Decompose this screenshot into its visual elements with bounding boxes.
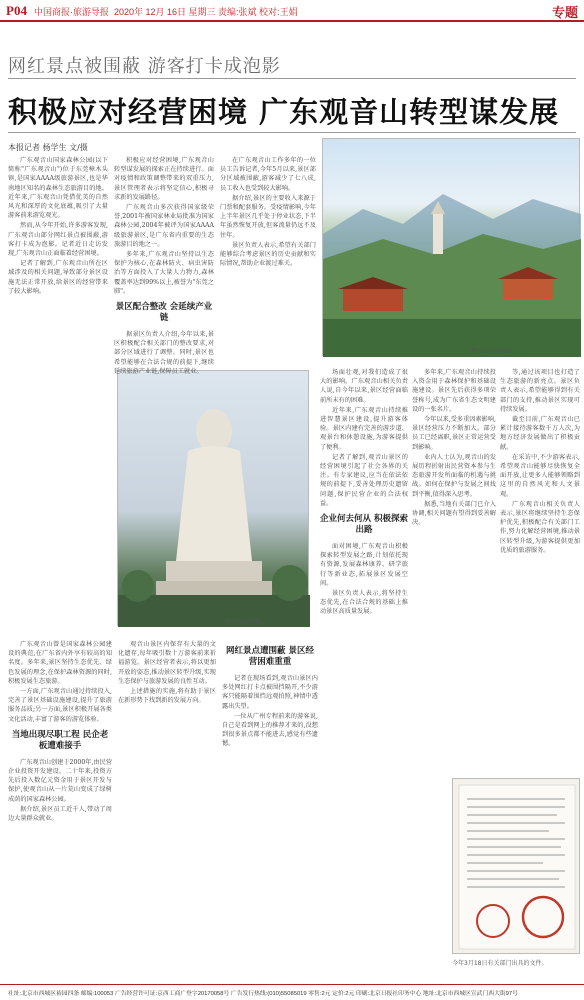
landscape-photo [322,138,580,356]
article-column-2 [114,156,214,375]
masthead-meta [34,5,298,18]
paragraph: 多年来,广东观音山坚持以生态保护为核心,在森林防火、病虫害防治等方面投入了大量人力物力,森林覆盖率达到99%以上,被誉为"东莞之肺"。 [114,251,214,295]
page-footer: 社址:北京市西城区裕园四条 邮编:100053 广告经营许可证:京西工商广登字20170058号 广告发行热线:(010)55085019 零售:2元 定价:2元 印刷:北京日报社印务中心 地址:北京市西城区宣武门西大街97号 [0,984,584,1000]
paragraph: 积极应对经营困境,广东观音山转型谋发展的探索正在持续进行。面对疫情和政策调整带来的双重压力,景区管理者表示将坚定信心,积极寻求新的发展路径。 [114,157,214,201]
paragraph: 记者了解到,广东观音山所在区域涉及的相关问题,导致部分景区设施无法正常开放,给景区的经营带来了较大影响。 [8,260,108,295]
paragraph: 上述措施的实施,将有助于景区在新形势下找到新的发展方向。 [118,688,216,705]
statue-photo-caption: 观音山观音像。 [225,619,268,626]
paragraph: 景区负责人表示,将坚持生态优先,在合法合规的基础上推动景区高质量发展。 [320,590,408,616]
article-column-2-lower [118,640,216,980]
paragraph: 多年来,广东观音山持续投入资金用于森林保护和基础设施建设。景区先后获得多项荣誉称号,成为广东省生态文明建设的一张名片。 [412,369,496,413]
article-column-4 [320,368,408,980]
article-kicker: 网红景点被围蔽 游客打卡成泡影 [8,56,281,77]
article-column-5 [412,368,496,980]
paragraph: 一方面,广东观音山通过持续投入,完善了景区基础设施建设,提升了旅游服务品质;另一方面,景区积极开展各类文化活动,丰富了游客的游览体验。 [8,688,112,723]
paragraph: 一位从广州专程前来的游客说,自己是看到网上的推荐才来的,没想到很多景点都不能进去,感觉有些遗憾。 [222,712,318,748]
article-byline: 本报记者 杨学生 文/摄 [8,143,88,152]
statue-illustration [118,371,310,627]
article-column-3-lower [222,640,318,980]
paragraph: 广东观音山曾是国家森林公园建设的典范,在广东省内外享有较高的知名度。多年来,景区坚持生态优先、绿色发展的理念,在保护森林资源的同时,积极发展生态旅游。 [8,641,112,685]
paragraph: 然而,从今年开始,许多游客发现,广东观音山部分网红景点被围蔽,游客打卡成为泡影。记者近日走访发现,广东观音山正面临着经营困境。 [8,222,108,258]
article-column-1 [8,156,108,376]
section-subhead: 当地出现尽职工程 民企老板遭难接手 [11,729,109,751]
section-subhead: 景区配合整改 会延续产业链 [115,302,213,324]
section-label: 专题 [551,5,578,20]
paragraph: 近年来,广东观音山持续推进智慧景区建设,提升游客体验。景区内建有完善的游步道、观景台和休憩设施,为游客提供了便利。 [320,406,408,451]
paragraph: 据介绍,景区员工近千人,带动了周边大量群众就业。 [8,805,112,823]
guanyin-statue-photo [117,370,309,626]
paragraph: 业内人士认为,观音山的发展历程折射出民营资本参与生态旅游开发所面临的机遇与挑战。如何在保护与发展之间找到平衡,值得深入思考。 [412,453,496,498]
paragraph: 场面壮观,对我们造成了很大的影响。广东观音山相关负责人说,自今年以来,景区经营面临前所未有的困难。 [320,369,408,404]
paragraph: 截至目前,广东观音山已累计接待游客数千万人次,为地方经济发展做出了积极贡献。 [500,416,580,451]
landscape-photo-illustration [323,139,581,357]
page-number: P04 [6,3,27,18]
paragraph: 在广东观音山工作多年的一位员工告诉记者,今年5月以来,景区部分区域被围蔽,游客减少了七八成,员工收入也受到较大影响。 [220,157,316,192]
paragraph: 广东观音山相关负责人表示,景区将继续坚持生态保护优先,积极配合有关部门工作,努力化解经营困境,推动景区转型升级,为游客提供更加优质的旅游服务。 [500,500,580,554]
top-photo-caption: 观音山自然风景。 [470,348,519,355]
document-photo-caption: 今年3月18日有关部门出具的文件。 [452,960,548,967]
article-headline: 积极应对经营困境 广东观音山转型谋发展 [8,95,560,129]
brand-name: 中国商报·旅游导报 [34,7,109,17]
paragraph: 在采访中,不少游客表示,希望观音山能够尽快恢复全面开放,让更多人能够领略到这里的自然风光和人文景观。 [500,453,580,498]
paragraph: 广东观音山多次获得国家级荣誉,2001年被国家林业局批准为国家森林公园,2004年被评为国家AAAA级旅游景区,是广东省内重要的生态旅游目的地之一。 [114,204,214,248]
paragraph: 观音山景区内保存有大量的文化遗存,每年吸引数十万游客前来祈福游览。景区经营者表示,将以更加开放的姿态,推动景区转型升级,实现生态保护与旅游发展的良性互动。 [118,641,216,685]
section-subhead: 企业何去何从 积极探索出路 [320,514,408,536]
article-column-6 [500,368,580,772]
article-column-3 [220,156,316,366]
paragraph: 据介绍,景区的主要收入来源于门票和配套服务。受疫情影响,今年上半年景区几乎处于停业状态,下半年虽然恢复开放,但客流量仍远不及往年。 [220,194,316,239]
paragraph: 广东观音山创建于2000年,由民营企业投资开发建设。二十年来,投资方先后投入数亿元资金用于景区开发与保护,使观音山从一片荒山变成了绿树成荫的国家森林公园。 [8,758,112,803]
issue-date: 2020年 12月 16日 星期三 责编:张斌 校对:王娟 [114,7,298,17]
paragraph: 广东观音山国家森林公园(以下简称"广东观音山")位于东莞樟木头镇,是国家AAAA级旅游景区,也是华南地区知名的森林生态旅游目的地。近年来,广东观音山凭借优美的自然风光和深厚的文化底蕴,吸引了大量游客前来游览观光。 [8,157,108,220]
paragraph: 记者了解到,观音山景区的经营困境引起了社会各界的关注。有专家建议,应当在依法依规的前提下,妥善处理历史遗留问题,保护民营企业的合法权益。 [320,453,408,507]
paragraph: 等,通过该项目也打造了生态旅游的新亮点。景区负责人表示,希望能够得到有关部门的支持,推动景区实现可持续发展。 [500,369,580,413]
paragraph: 景区负责人表示,希望有关部门能够综合考虑景区的历史贡献和实际情况,帮助企业渡过难关。 [220,241,316,268]
paragraph: 记者在现场看到,观音山景区内多处网红打卡点被围挡隔开,不少游客只能隔着围挡远观拍照,神情中透露出失望。 [222,675,318,710]
paragraph: 据景区负责人介绍,今年以来,景区积极配合相关部门的整改要求,对部分区域进行了调整。同时,景区也希望能够在合法合规的前提下,继续延续旅游产业链,保障员工就业。 [114,331,214,375]
section-subhead: 网红景点遭围蔽 景区经营困难重重 [226,646,314,667]
paragraph: 面对困境,广东观音山积极探索转型发展之路,计划依托现有资源,发展森林康养、研学旅行等新业态,拓展景区发展空间。 [320,543,408,587]
masthead-bar [0,0,584,22]
article-column-1-lower [8,640,112,980]
paragraph: 据悉,当地有关部门已介入协调,相关问题有望得到妥善解决。 [412,500,496,527]
paragraph: 今年以来,受多重因素影响,景区经营压力不断加大。部分员工已经离职,景区正常运营受到影响。 [412,416,496,451]
